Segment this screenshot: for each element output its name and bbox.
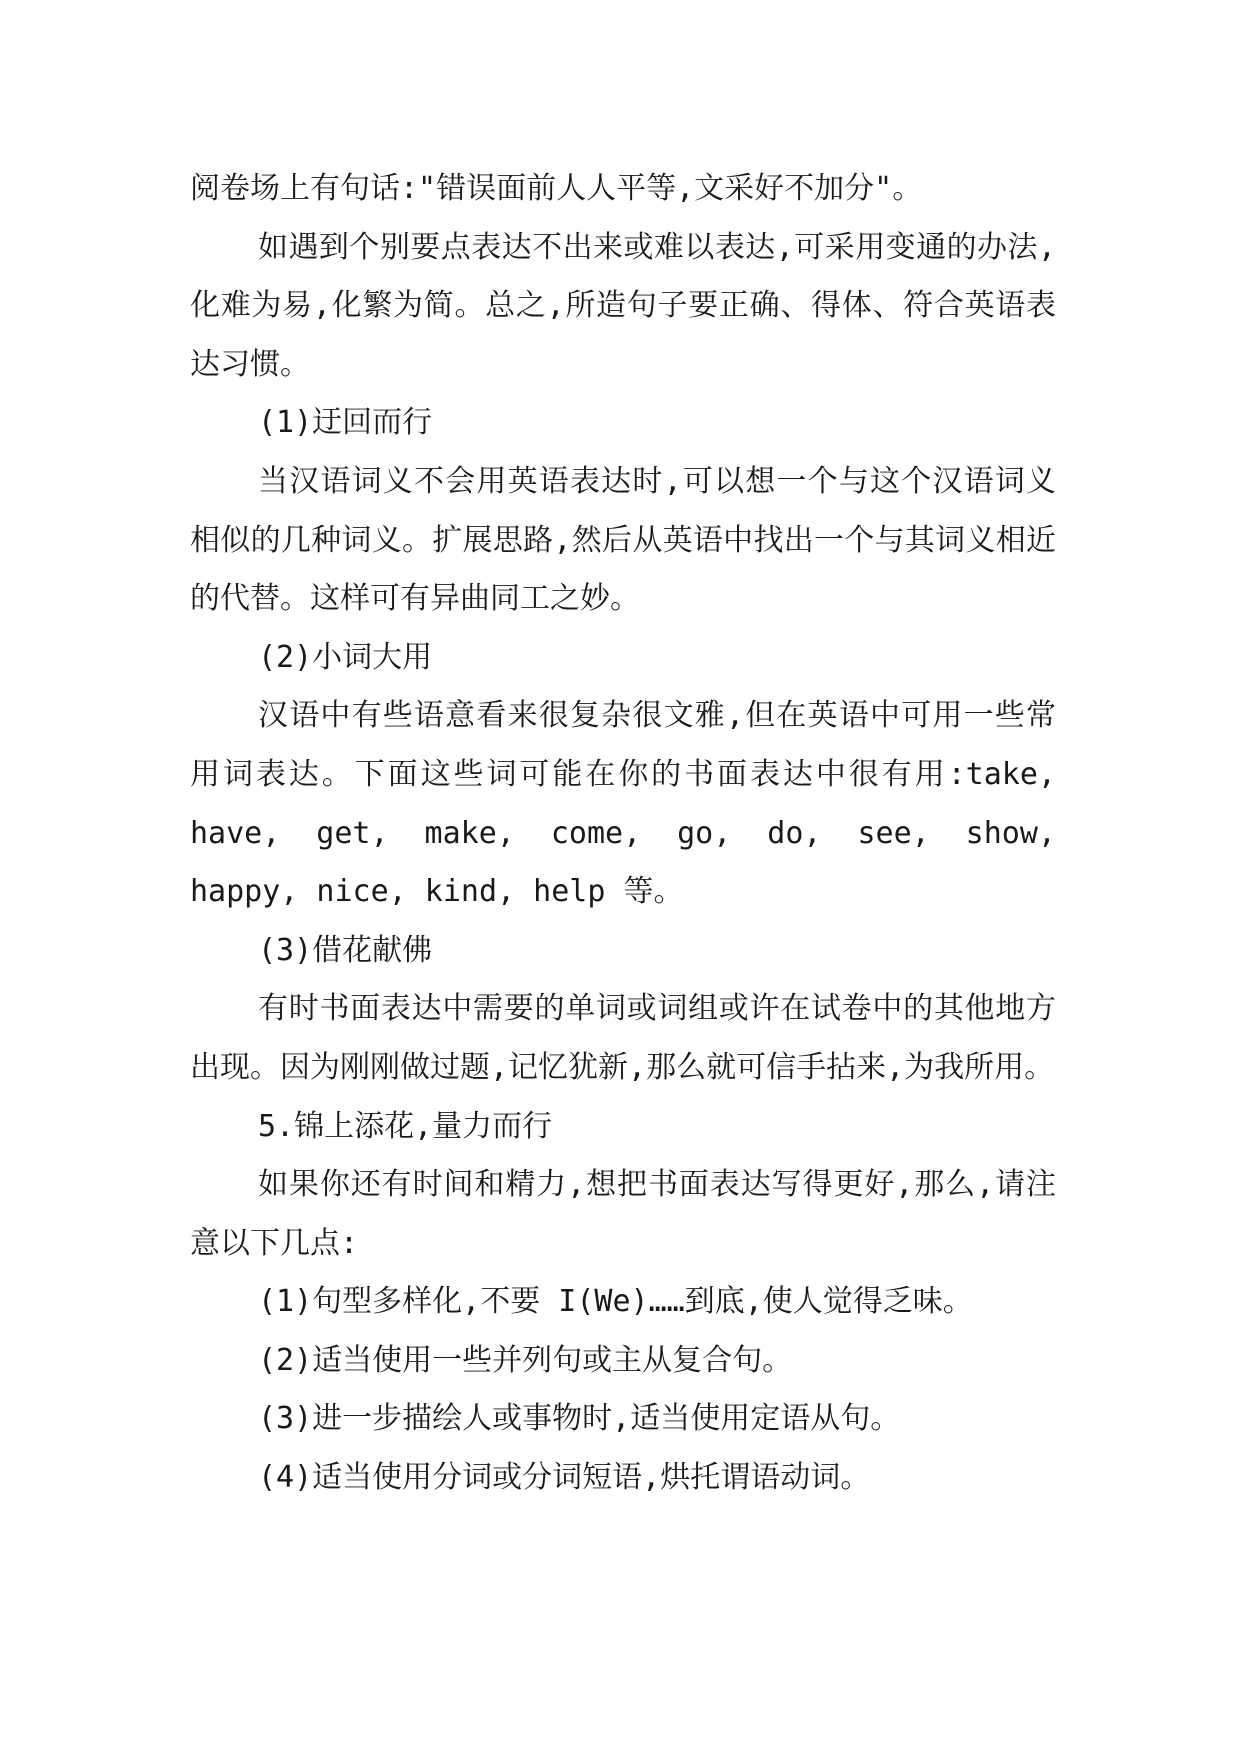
paragraph: 当汉语词义不会用英语表达时,可以想一个与这个汉语词义相似的几种词义。扩展思路,然后从英语中找出一个与其词义相近的代替。这样可有异曲同工之妙。 xyxy=(190,463,1056,617)
section-heading: (3)借花献佛 xyxy=(258,932,433,968)
list-item: (1)句型多样化,不要 I(We)……到底,使人觉得乏味。 xyxy=(258,1284,973,1320)
paragraph: 阅卷场上有句话:"错误面前人人平等,文采好不加分"。 xyxy=(190,171,923,206)
paragraph: 有时书面表达中需要的单词或词组或许在试卷中的其他地方出现。因为刚刚做过题,记忆犹新,那么就可信手拈来,为我所用。 xyxy=(190,991,1056,1085)
list-item: (3)进一步描绘人或事物时,适当使用定语从句。 xyxy=(258,1401,901,1437)
paragraph: 如果你还有时间和精力,想把书面表达写得更好,那么,请注意以下几点: xyxy=(190,1167,1056,1261)
section-heading: (1)迂回而行 xyxy=(258,405,433,441)
list-item: (4)适当使用分词或分词短语,烘托谓语动词。 xyxy=(258,1460,871,1496)
paragraph: 如遇到个别要点表达不出来或难以表达,可采用变通的办法,化难为易,化繁为简。总之,所造句子要正确、得体、符合英语表达习惯。 xyxy=(190,229,1056,382)
section-heading: 5.锦上添花,量力而行 xyxy=(258,1108,553,1144)
paragraph: 汉语中有些语意看来很复杂很文雅,但在英语中可用一些常用词表达。下面这些词可能在你的书面表达中很有用:take, have, get, make, come, go, do, see, show, happy, nice, kind, help 等。 xyxy=(190,698,1056,910)
list-item: (2)适当使用一些并列句或主从复合句。 xyxy=(258,1342,793,1378)
section-heading: (2)小词大用 xyxy=(258,639,433,675)
document-page xyxy=(190,160,1056,1508)
